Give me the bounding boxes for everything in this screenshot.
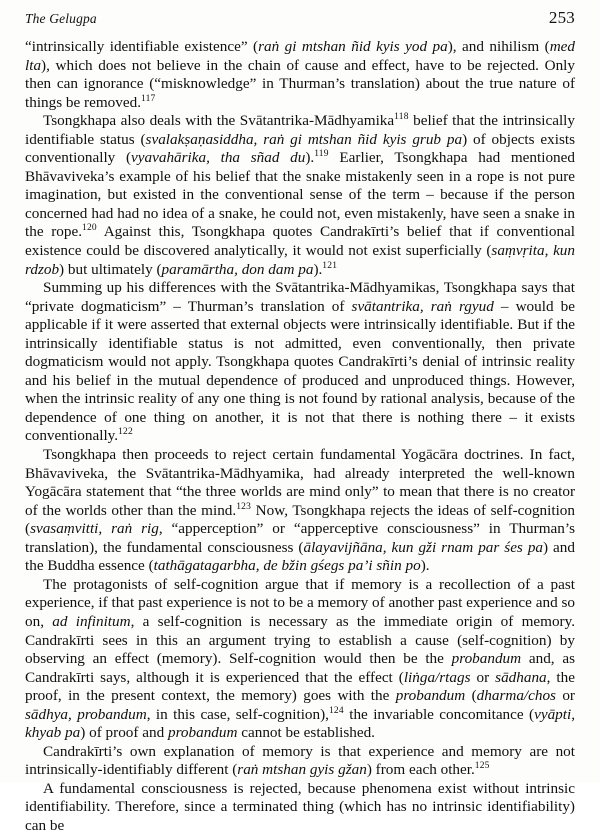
italic-term: tathāgatagarbha, de bžin gśegs pa’i sñin po [153, 557, 421, 575]
italic-term: vyavahārika, tha sñad du [131, 149, 306, 167]
footnote-marker: 123 [236, 501, 252, 512]
italic-term: dharma/chos [476, 687, 556, 705]
footnote-marker: 117 [141, 93, 156, 104]
text-run: belief that the intrinsically identifiable status ( [25, 112, 575, 148]
text-run: – would be applicable if it were asserted that external objects were intrinsically identifiable. But if the intrinsically identifiable status is not admitted, even conventionally, then private dogmaticism would not apply. Tsongkhapa quotes Candrakīrti’s denial of intrinsic reality and his belief in the mutual dependence of produced and unproduced things. However, when the intrinsic reality of any one thing is not found by rational analysis, because of the dependence of one thing on another, it is not that there is nothing there – it exists conventionally. [25, 297, 575, 445]
paragraph [25, 112, 575, 279]
text-run: ). [305, 149, 315, 167]
italic-term: svalakṣaṇasiddha, raṅ gi mtshan ñid kyis grub pa [145, 130, 463, 148]
paragraph [25, 780, 575, 836]
text-run: ( [465, 687, 477, 705]
italic-term: raṅ mtshan gyis gžan [237, 761, 367, 779]
running-head [25, 8, 575, 28]
italic-term: svātantrika, raṅ rgyud [351, 297, 494, 315]
text-run: ), which does not believe in the chain of cause and effect, have to be rejected. Only then can ignorance (“misknowledge” in Thurman’s translation) about the true nature of things be removed. [25, 56, 575, 111]
text-run: Candrakīrti’s own explanation of memory is that experience and memory are not intrinsically-identifiably different ( [25, 742, 575, 779]
footnote-marker: 119 [314, 149, 329, 160]
footnote-marker: 122 [118, 427, 133, 438]
text-run: A fundamental consciousness is rejected, because phenomena exist without intrinsic identifiability. Therefore, since a terminated thing (which has no intrinsic identifiability) can be [25, 779, 575, 834]
text-run: Tsongkhapa also deals with the Svātantrika-Mādhyamika [43, 112, 395, 130]
text-run: and, as Candrakīrti says, although it is experienced that the effect ( [25, 650, 575, 686]
paragraph [25, 38, 575, 112]
italic-term: svasaṃvitti, raṅ rig [30, 520, 159, 538]
text-run: Now, Tsongkhapa rejects the ideas of self-cognition ( [25, 501, 575, 538]
italic-term: vyāpti, khyab pa [25, 705, 575, 742]
text-run: ) from each other. [366, 761, 475, 779]
text-run: , the proof, in the present context, the memory) goes with the [25, 668, 575, 705]
text-run: the invariable concomitance ( [343, 705, 535, 723]
italic-term: paramārtha, don dam pa [161, 260, 314, 278]
text-run: ) but ultimately ( [59, 260, 162, 278]
body-text [25, 38, 575, 836]
footnote-marker: 118 [394, 112, 409, 123]
italic-term: liṅga/rtags [403, 668, 471, 686]
text-run: ). [420, 557, 430, 575]
paragraph [25, 446, 575, 576]
text-run: Tsongkhapa then proceeds to reject certain fundamental Yogācāra doctrines. In fact, Bhāvaviveka, the Svātantrika-Mādhyamika, had already interpreted the well-known Yogācāra statement that “the three worlds are mind only” to mean that there is no creator of the worlds other than the mind. [25, 446, 575, 519]
paragraph [25, 743, 575, 780]
text-run: or [555, 687, 575, 705]
text-run: , in this case, self-cognition), [146, 705, 329, 723]
footnote-marker: 125 [474, 761, 490, 772]
italic-term: sādhya, probandum [25, 705, 147, 723]
text-run: ) and the Buddha essence ( [25, 538, 575, 575]
running-head-title: The Gelugpa [25, 11, 97, 26]
italic-term: probandum [167, 724, 238, 742]
text-run: or [470, 668, 496, 686]
text-run: , a self-cognition is necessary as the immediate origin of memory. Candrakīrti sees in this an argument trying to establish a cause (self-cognition) by observing an effect (memory). Self-cognition would then be the [25, 612, 575, 668]
text-run: “intrinsically identifiable existence” ( [25, 38, 259, 55]
text-run: ), and nihilism ( [447, 38, 550, 55]
italic-term: raṅ gi mtshan ñid kyis yod pa [258, 38, 448, 55]
page-number: 253 [548, 8, 575, 27]
italic-term: probandum [395, 687, 466, 705]
italic-term: saṃvṛita, kun rdzob [25, 242, 575, 278]
italic-term: sādhana [495, 668, 547, 686]
paragraph [25, 576, 575, 743]
text-run: ) of objects exists conventionally ( [25, 130, 576, 167]
text-run: ). [313, 260, 323, 278]
text-run: Earlier, Tsongkhapa had mentioned Bhāvaviveka’s example of his belief that the snake mistakenly seen in a rope is not pure imagination, but existed in the conventional sense of the term – because if the person concerned had had no idea of a snake, he could not, even mistakenly, have seen a snake in the rope. [25, 149, 575, 241]
footnote-marker: 120 [82, 223, 97, 234]
footnote-marker: 121 [322, 260, 338, 271]
italic-term: med lta [25, 38, 575, 74]
footnote-marker: 124 [328, 705, 344, 716]
italic-term: ad infinitum [52, 612, 131, 630]
italic-term: ālayavijñāna, kun gži rnam par śes pa [303, 538, 544, 556]
text-run: Summing up his differences with the Svātantrika-Mādhyamikas, Tsongkhapa says that “private dogmaticism” – Thurman’s translation of [25, 279, 575, 315]
text-run: , “apperception” or “apperceptive consciousness” in Thurman’s translation), the fundamental consciousness ( [25, 520, 575, 556]
text-run: cannot be established. [237, 724, 375, 742]
italic-term: probandum [451, 650, 522, 668]
text-run: ) of proof and [80, 724, 168, 742]
paragraph [25, 279, 575, 446]
text-run: Against this, Tsongkhapa quotes Candrakīrti’s belief that if conventional existence could be discovered analytically, it would not exist superficially ( [25, 223, 575, 260]
text-run: The protagonists of self-cognition argue that if memory is a recollection of a past experience, if that past experience is not to be a memory of another past experience and so on, [25, 575, 575, 630]
